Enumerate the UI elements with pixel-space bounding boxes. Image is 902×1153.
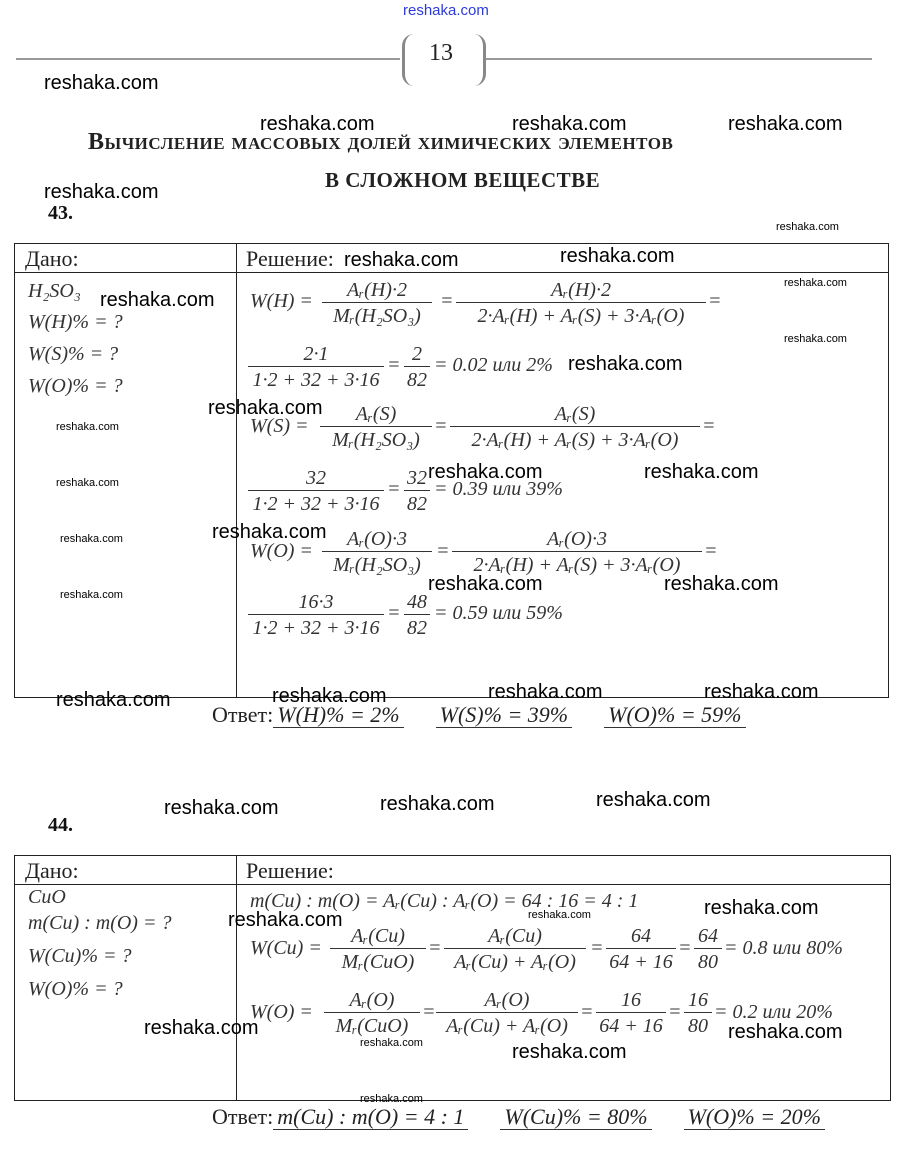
wh-fraction-4 bbox=[404, 342, 430, 391]
wo44-eq-2: = bbox=[580, 1001, 594, 1023]
ws-fraction-3 bbox=[248, 466, 384, 515]
task-44-given-substance: CuO bbox=[28, 886, 66, 908]
task-44-answer-wo: W(O)% = 20% bbox=[684, 1104, 825, 1130]
wo-f1-denominator: Mᵣ(H₂SO₃) bbox=[333, 554, 421, 576]
header-rule-left bbox=[16, 58, 400, 60]
task-43-number: 43. bbox=[48, 202, 73, 224]
watermark: reshaka.com bbox=[728, 1021, 843, 1043]
wcu-fraction-1 bbox=[330, 924, 426, 973]
ws-c-numerator: 32 bbox=[306, 467, 326, 489]
task-44-given-header: Дано: bbox=[25, 858, 79, 883]
watermark: reshaka.com bbox=[44, 72, 159, 94]
task-44-answer-wcu: W(Cu)% = 80% bbox=[500, 1104, 651, 1130]
watermark: reshaka.com bbox=[344, 249, 459, 271]
wcu-result: = 0.8 или 80% bbox=[724, 937, 843, 959]
watermark: reshaka.com bbox=[164, 797, 279, 819]
wh-c-numerator: 2·1 bbox=[303, 343, 329, 365]
section-title-line1: Вычисление массовых долей химических элементов bbox=[88, 129, 674, 155]
wh-d-numerator: 2 bbox=[412, 343, 422, 365]
task-43-answer-label: Ответ: bbox=[212, 702, 274, 727]
wo-fraction-4 bbox=[404, 590, 430, 639]
wo-fraction-1 bbox=[322, 527, 432, 576]
ws-fraction-2 bbox=[450, 402, 700, 451]
task-43-solution-header: Решение: bbox=[246, 246, 334, 271]
wh-eq-1: = bbox=[440, 290, 454, 312]
section-title-line2: В СЛОЖНОМ ВЕЩЕСТВЕ bbox=[325, 168, 601, 192]
wo44-d-numerator: 16 bbox=[688, 989, 708, 1011]
wo-d-numerator: 48 bbox=[407, 591, 427, 613]
wo44-f2-numerator: Aᵣ(O) bbox=[484, 989, 530, 1011]
wh-eq-2: = bbox=[708, 290, 722, 312]
ws-f2-denominator: 2·Aᵣ(H) + Aᵣ(S) + 3·Aᵣ(O) bbox=[471, 429, 679, 451]
watermark: reshaka.com bbox=[260, 113, 375, 135]
watermark: reshaka.com bbox=[60, 589, 123, 601]
wcu-c-numerator: 64 bbox=[631, 925, 651, 947]
watermark: reshaka.com bbox=[664, 573, 779, 595]
task-44-answer bbox=[212, 1104, 857, 1130]
ws-lhs: W(S) = bbox=[250, 415, 309, 437]
ws-eq-2: = bbox=[702, 415, 716, 437]
wo44-result: = 0.2 или 20% bbox=[714, 1001, 833, 1023]
task-44-solution-header: Решение: bbox=[246, 858, 334, 883]
task-43-given-wh: W(H)% = ? bbox=[28, 311, 123, 333]
watermark: reshaka.com bbox=[56, 689, 171, 711]
wo-fraction-3 bbox=[248, 590, 384, 639]
wo-c-denominator: 1·2 + 32 + 3·16 bbox=[252, 617, 380, 639]
page-number: 13 bbox=[429, 40, 453, 66]
watermark: reshaka.com bbox=[512, 1041, 627, 1063]
wh-f2-denominator: 2·Aᵣ(H) + Aᵣ(S) + 3·Aᵣ(O) bbox=[477, 305, 685, 327]
task-44-number: 44. bbox=[48, 814, 73, 836]
watermark: reshaka.com bbox=[728, 113, 843, 135]
wcu-lhs: W(Cu) = bbox=[250, 937, 322, 959]
wcu-eq-2: = bbox=[590, 937, 604, 959]
wcu-eq-1: = bbox=[428, 937, 442, 959]
watermark: reshaka.com bbox=[228, 909, 343, 931]
wo44-eq-1: = bbox=[422, 1001, 436, 1023]
ws-d-denominator: 82 bbox=[407, 493, 427, 515]
wh-c-denominator: 1·2 + 32 + 3·16 bbox=[252, 369, 380, 391]
wcu-d-numerator: 64 bbox=[698, 925, 718, 947]
ws-result: = 0.39 или 39% bbox=[434, 478, 563, 500]
wcu-d-denominator: 80 bbox=[698, 951, 718, 973]
wo44-c-denominator: 64 + 16 bbox=[599, 1015, 663, 1037]
task-43-given-substance: H₂SO₃ bbox=[28, 280, 81, 302]
task-44-header-row bbox=[15, 856, 890, 885]
watermark: reshaka.com bbox=[512, 113, 627, 135]
wo44-d-denominator: 80 bbox=[688, 1015, 708, 1037]
watermark: reshaka.com bbox=[560, 245, 675, 267]
wcu-fraction-2 bbox=[444, 924, 586, 973]
watermark: reshaka.com bbox=[784, 333, 847, 345]
wcu-f2-numerator: Aᵣ(Cu) bbox=[488, 925, 542, 947]
wo44-lhs: W(O) = bbox=[250, 1001, 313, 1023]
watermark: reshaka.com bbox=[568, 353, 683, 375]
wcu-c-denominator: 64 + 16 bbox=[609, 951, 673, 973]
wcu-eq-3: = bbox=[678, 937, 692, 959]
wo-eq-2: = bbox=[704, 540, 718, 562]
watermark: reshaka.com bbox=[100, 289, 215, 311]
ws-eq-1: = bbox=[434, 415, 448, 437]
wo44-f1-numerator: Aᵣ(O) bbox=[349, 989, 395, 1011]
wo-eq-1: = bbox=[436, 540, 450, 562]
ws-eq-3: = bbox=[387, 478, 401, 500]
top-site-link[interactable]: reshaka.com bbox=[403, 2, 489, 19]
cu-o-ratio: m(Cu) : m(O) = Aᵣ(Cu) : Aᵣ(O) = 64 : 16 = 4 : 1 bbox=[250, 890, 639, 912]
wo-fraction-2 bbox=[452, 527, 702, 576]
watermark: reshaka.com bbox=[56, 421, 119, 433]
wo44-fraction-2 bbox=[436, 988, 578, 1037]
ws-fraction-1 bbox=[320, 402, 432, 451]
watermark: reshaka.com bbox=[644, 461, 759, 483]
watermark: reshaka.com bbox=[272, 685, 387, 707]
wo-eq-3: = bbox=[387, 602, 401, 624]
wh-eq-3: = bbox=[387, 354, 401, 376]
task-43-answer-wo: W(O)% = 59% bbox=[604, 702, 745, 728]
watermark: reshaka.com bbox=[208, 397, 323, 419]
ws-c-denominator: 1·2 + 32 + 3·16 bbox=[252, 493, 380, 515]
wh-f1-numerator: Aᵣ(H)·2 bbox=[347, 279, 407, 301]
wh-fraction-3 bbox=[248, 342, 384, 391]
wh-d-denominator: 82 bbox=[407, 369, 427, 391]
wo-f2-numerator: Aᵣ(O)·3 bbox=[547, 528, 607, 550]
task-43-given-header: Дано: bbox=[25, 246, 79, 271]
wcu-f1-denominator: Mᵣ(CuO) bbox=[341, 951, 415, 973]
wo44-c-numerator: 16 bbox=[621, 989, 641, 1011]
watermark: reshaka.com bbox=[776, 221, 839, 233]
task-43-given-wo: W(O)% = ? bbox=[28, 375, 123, 397]
watermark: reshaka.com bbox=[44, 181, 159, 203]
header-rule-right bbox=[484, 58, 872, 60]
wh-lhs: W(H) = bbox=[250, 290, 313, 312]
wo44-fraction-4 bbox=[684, 988, 712, 1037]
watermark: reshaka.com bbox=[380, 793, 495, 815]
watermark: reshaka.com bbox=[596, 789, 711, 811]
ws-f1-denominator: Mᵣ(H₂SO₃) bbox=[332, 429, 420, 451]
wcu-f1-numerator: Aᵣ(Cu) bbox=[351, 925, 405, 947]
watermark: reshaka.com bbox=[704, 681, 819, 703]
watermark: reshaka.com bbox=[704, 897, 819, 919]
watermark: reshaka.com bbox=[488, 681, 603, 703]
task-43-answer-wh: W(H)% = 2% bbox=[273, 702, 403, 728]
wo-lhs: W(O) = bbox=[250, 540, 313, 562]
wcu-fraction-4 bbox=[694, 924, 722, 973]
ws-f1-numerator: Aᵣ(S) bbox=[355, 403, 397, 425]
task-43-column-divider bbox=[236, 244, 237, 697]
wo44-eq-3: = bbox=[668, 1001, 682, 1023]
wo-f1-numerator: Aᵣ(O)·3 bbox=[347, 528, 407, 550]
wh-fraction-1 bbox=[322, 278, 432, 327]
task-44-answer-ratio: m(Cu) : m(O) = 4 : 1 bbox=[273, 1104, 468, 1130]
ws-fraction-4 bbox=[404, 466, 430, 515]
watermark: reshaka.com bbox=[144, 1017, 259, 1039]
watermark: reshaka.com bbox=[360, 1037, 423, 1049]
watermark: reshaka.com bbox=[428, 573, 543, 595]
task-44-given-ratio: m(Cu) : m(O) = ? bbox=[28, 912, 172, 934]
wo-f2-denominator: 2·Aᵣ(H) + Aᵣ(S) + 3·Aᵣ(O) bbox=[473, 554, 681, 576]
wo-c-numerator: 16·3 bbox=[298, 591, 334, 613]
wo44-f1-denominator: Mᵣ(CuO) bbox=[335, 1015, 409, 1037]
wcu-fraction-3 bbox=[606, 924, 676, 973]
task-44-given-wo: W(O)% = ? bbox=[28, 978, 123, 1000]
watermark: reshaka.com bbox=[56, 477, 119, 489]
wo44-fraction-1 bbox=[324, 988, 420, 1037]
watermark: reshaka.com bbox=[212, 521, 327, 543]
wh-fraction-2 bbox=[456, 278, 706, 327]
wo-d-denominator: 82 bbox=[407, 617, 427, 639]
ws-d-numerator: 32 bbox=[407, 467, 427, 489]
watermark: reshaka.com bbox=[60, 533, 123, 545]
wo44-f2-denominator: Aᵣ(Cu) + Aᵣ(O) bbox=[446, 1015, 568, 1037]
task-44-column-divider bbox=[236, 856, 237, 1100]
watermark: reshaka.com bbox=[428, 461, 543, 483]
wh-f1-denominator: Mᵣ(H₂SO₃) bbox=[333, 305, 421, 327]
task-43-given-ws: W(S)% = ? bbox=[28, 343, 119, 365]
wo-result: = 0.59 или 59% bbox=[434, 602, 563, 624]
wcu-f2-denominator: Aᵣ(Cu) + Aᵣ(O) bbox=[454, 951, 576, 973]
ws-f2-numerator: Aᵣ(S) bbox=[554, 403, 596, 425]
wh-result: = 0.02 или 2% bbox=[434, 354, 553, 376]
wh-f2-numerator: Aᵣ(H)·2 bbox=[551, 279, 611, 301]
watermark: reshaka.com bbox=[528, 909, 591, 921]
task-44-given-wcu: W(Cu)% = ? bbox=[28, 945, 132, 967]
watermark: reshaka.com bbox=[784, 277, 847, 289]
task-44-answer-label: Ответ: bbox=[212, 1104, 274, 1129]
task-43-answer-ws: W(S)% = 39% bbox=[436, 702, 572, 728]
watermark: reshaka.com bbox=[360, 1093, 423, 1105]
wo44-fraction-3 bbox=[596, 988, 666, 1037]
